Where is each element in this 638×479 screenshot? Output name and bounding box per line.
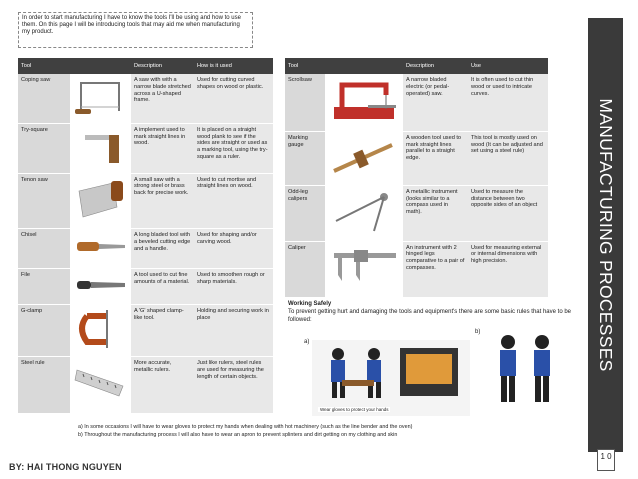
table-row bbox=[18, 173, 273, 229]
col-image bbox=[70, 58, 131, 74]
scrollsaw-image bbox=[325, 74, 403, 131]
tool-use: Used for cutting curved shapes on wood or plastic. bbox=[194, 74, 273, 123]
tool-description: A narrow bladed electric (or pedal-operated) saw. bbox=[403, 74, 468, 131]
tool-description: A long bladed tool with a beveled cutting edge and a handle. bbox=[131, 229, 194, 269]
note-b: b) Throughout the manufacturing process I will also have to wear an apron to prevent splinters and dirt getting on my clothing and skin bbox=[78, 431, 398, 438]
tool-use: It is often used to cut thin wood or used to intricate curves. bbox=[468, 74, 548, 131]
tool-name: Caliper bbox=[285, 241, 325, 297]
col-image bbox=[325, 58, 403, 74]
tool-name: Odd-leg calipers bbox=[285, 185, 325, 241]
intro-note: In order to start manufacturing I have to know the tools I'll be using and how to use them. On this page I will be introducing tools that may aid me when manufacturing my product. bbox=[18, 12, 253, 48]
tool-description: A implement used to mark straight lines in wood. bbox=[131, 123, 194, 173]
tool-description: A wooden tool used to mark straight lines parallel to a straight edge. bbox=[403, 131, 468, 185]
col-use: How is it used bbox=[194, 58, 273, 74]
note-a: a) In some occasions I will have to wear gloves to protect my hands when dealing with hot machinery (such as the line bender and the oven) bbox=[78, 424, 413, 430]
tool-use: This tool is mostly used on wood (It can be adjusted and set using a steel rule) bbox=[468, 131, 548, 185]
tool-description: An instrument with 2 hinged legs comparative to a pair of compasses. bbox=[403, 241, 468, 297]
tool-name: Scrollsaw bbox=[285, 74, 325, 131]
col-tool: Tool bbox=[285, 58, 325, 74]
col-tool: Tool bbox=[18, 58, 70, 74]
table-row bbox=[285, 185, 548, 241]
tool-use: Used to cut mortise and straight lines on wood. bbox=[194, 173, 273, 229]
tool-name: G-clamp bbox=[18, 305, 70, 357]
label-b: b) bbox=[475, 329, 481, 335]
table-row bbox=[18, 269, 273, 305]
table-row bbox=[18, 74, 273, 123]
tool-use: Holding and securing work in place bbox=[194, 305, 273, 357]
page-number: 1 0 bbox=[597, 449, 615, 471]
tool-name: Steel rule bbox=[18, 356, 70, 413]
tool-use: Just like rulers, steel rules are used for measuring the length of certain objects. bbox=[194, 356, 273, 413]
apron-illustration bbox=[482, 330, 568, 416]
tool-use: Used to smoothen rough or sharp materials. bbox=[194, 269, 273, 305]
marking-gauge-image bbox=[325, 131, 403, 185]
tool-description: A saw with with a narrow blade stretched across a U-shaped frame. bbox=[131, 74, 194, 123]
sidebar bbox=[588, 18, 623, 452]
table-row bbox=[285, 241, 548, 297]
tool-name: Marking gauge bbox=[285, 131, 325, 185]
tool-description: A 'G' shaped clamp-like tool. bbox=[131, 305, 194, 357]
col-description: Description bbox=[403, 58, 468, 74]
g-clamp-image bbox=[70, 305, 131, 357]
picture-caption: Wear gloves to protect your hands bbox=[320, 407, 389, 412]
tool-use: Used for shaping and/or carving wood. bbox=[194, 229, 273, 269]
left-tools-table bbox=[18, 58, 273, 414]
caliper-image bbox=[325, 241, 403, 297]
tool-name: File bbox=[18, 269, 70, 305]
tool-use: Used for measuring external or internal dimensions with high precision. bbox=[468, 241, 548, 297]
safety-heading: Working Safely bbox=[288, 301, 332, 307]
try-square-image bbox=[70, 123, 131, 173]
table-row bbox=[285, 131, 548, 185]
tool-description: More accurate, metallic rulers. bbox=[131, 356, 194, 413]
tool-name: Chisel bbox=[18, 229, 70, 269]
tenon-saw-image bbox=[70, 173, 131, 229]
col-use: Use bbox=[468, 58, 548, 74]
gloves-illustration bbox=[312, 340, 470, 416]
steel-rule-image bbox=[70, 356, 131, 413]
tool-description: A small saw with a strong steel or brass back for precise work. bbox=[131, 173, 194, 229]
coping-saw-image bbox=[70, 74, 131, 123]
author-footer: BY: HAI THONG NGUYEN bbox=[9, 462, 122, 472]
tool-name: Try-square bbox=[18, 123, 70, 173]
label-a: a) bbox=[304, 339, 310, 345]
table-row bbox=[18, 229, 273, 269]
table-row bbox=[18, 356, 273, 413]
table-row bbox=[285, 74, 548, 131]
tool-name: Tenon saw bbox=[18, 173, 70, 229]
tool-use: Used to measure the distance between two opposite sides of an object bbox=[468, 185, 548, 241]
odd-leg-calipers-image bbox=[325, 185, 403, 241]
chisel-image bbox=[70, 229, 131, 269]
table-row bbox=[18, 305, 273, 357]
tool-name: Coping saw bbox=[18, 74, 70, 123]
col-description: Description bbox=[131, 58, 194, 74]
notes bbox=[78, 424, 578, 439]
tool-description: A metallic instrument (looks similar to a compass used in math). bbox=[403, 185, 468, 241]
sidebar-title: MANUFACTURING PROCESSES bbox=[596, 98, 616, 372]
tool-use: It is placed on a straight wood plank to see if the sides are straight or used as a marking tool, using the try-square as a ruler. bbox=[194, 123, 273, 173]
table-row bbox=[18, 123, 273, 173]
tool-description: A tool used to cut fine amounts of a material. bbox=[131, 269, 194, 305]
file-image bbox=[70, 269, 131, 305]
right-tools-table bbox=[285, 58, 548, 298]
safety-text: To prevent getting hurt and damaging the tools and equipment's there are some basic rules that have to be followed: bbox=[288, 309, 571, 323]
